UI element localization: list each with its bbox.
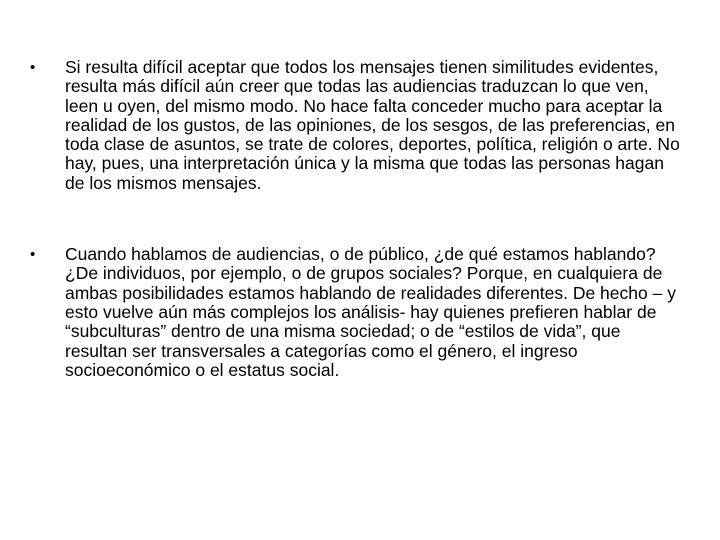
bullet-marker: • bbox=[30, 59, 36, 76]
bullet-marker: • bbox=[30, 246, 36, 264]
bullet-item bbox=[30, 58, 680, 193]
bullet-list bbox=[30, 58, 680, 380]
bullet-item bbox=[30, 245, 680, 380]
bullet-text: Si resulta difícil aceptar que todos los mensajes tienen similitudes evidentes, resulta más difícil aún creer que todas las audiencias traduzcan lo que ven, leen u oyen, del mismo modo. No hace falta conceder mucho para aceptar la realidad de los gustos, de las opiniones, de los sesgos, de las preferencias, en toda clase de asuntos, se trate de colores, deportes, política, religión o arte. No hay, pues, una interpretación única y la misma que todas las personas hagan de los mismos mensajes. bbox=[65, 57, 680, 193]
bullet-text: Cuando hablamos de audiencias, o de público, ¿de qué estamos hablando? ¿De individuos, por ejemplo, o de grupos sociales? Porque, en cualquiera de ambas posibilidades estamos hablando de realidades diferentes. De hecho – y esto vuelve aún más complejos los análisis- hay quienes prefieren hablar de “subculturas” dentro de una misma sociedad; o de “estilos de vida”, que resultan ser transversales a categorías como el género, el ingreso socioeconómico o el estatus social. bbox=[65, 244, 676, 380]
